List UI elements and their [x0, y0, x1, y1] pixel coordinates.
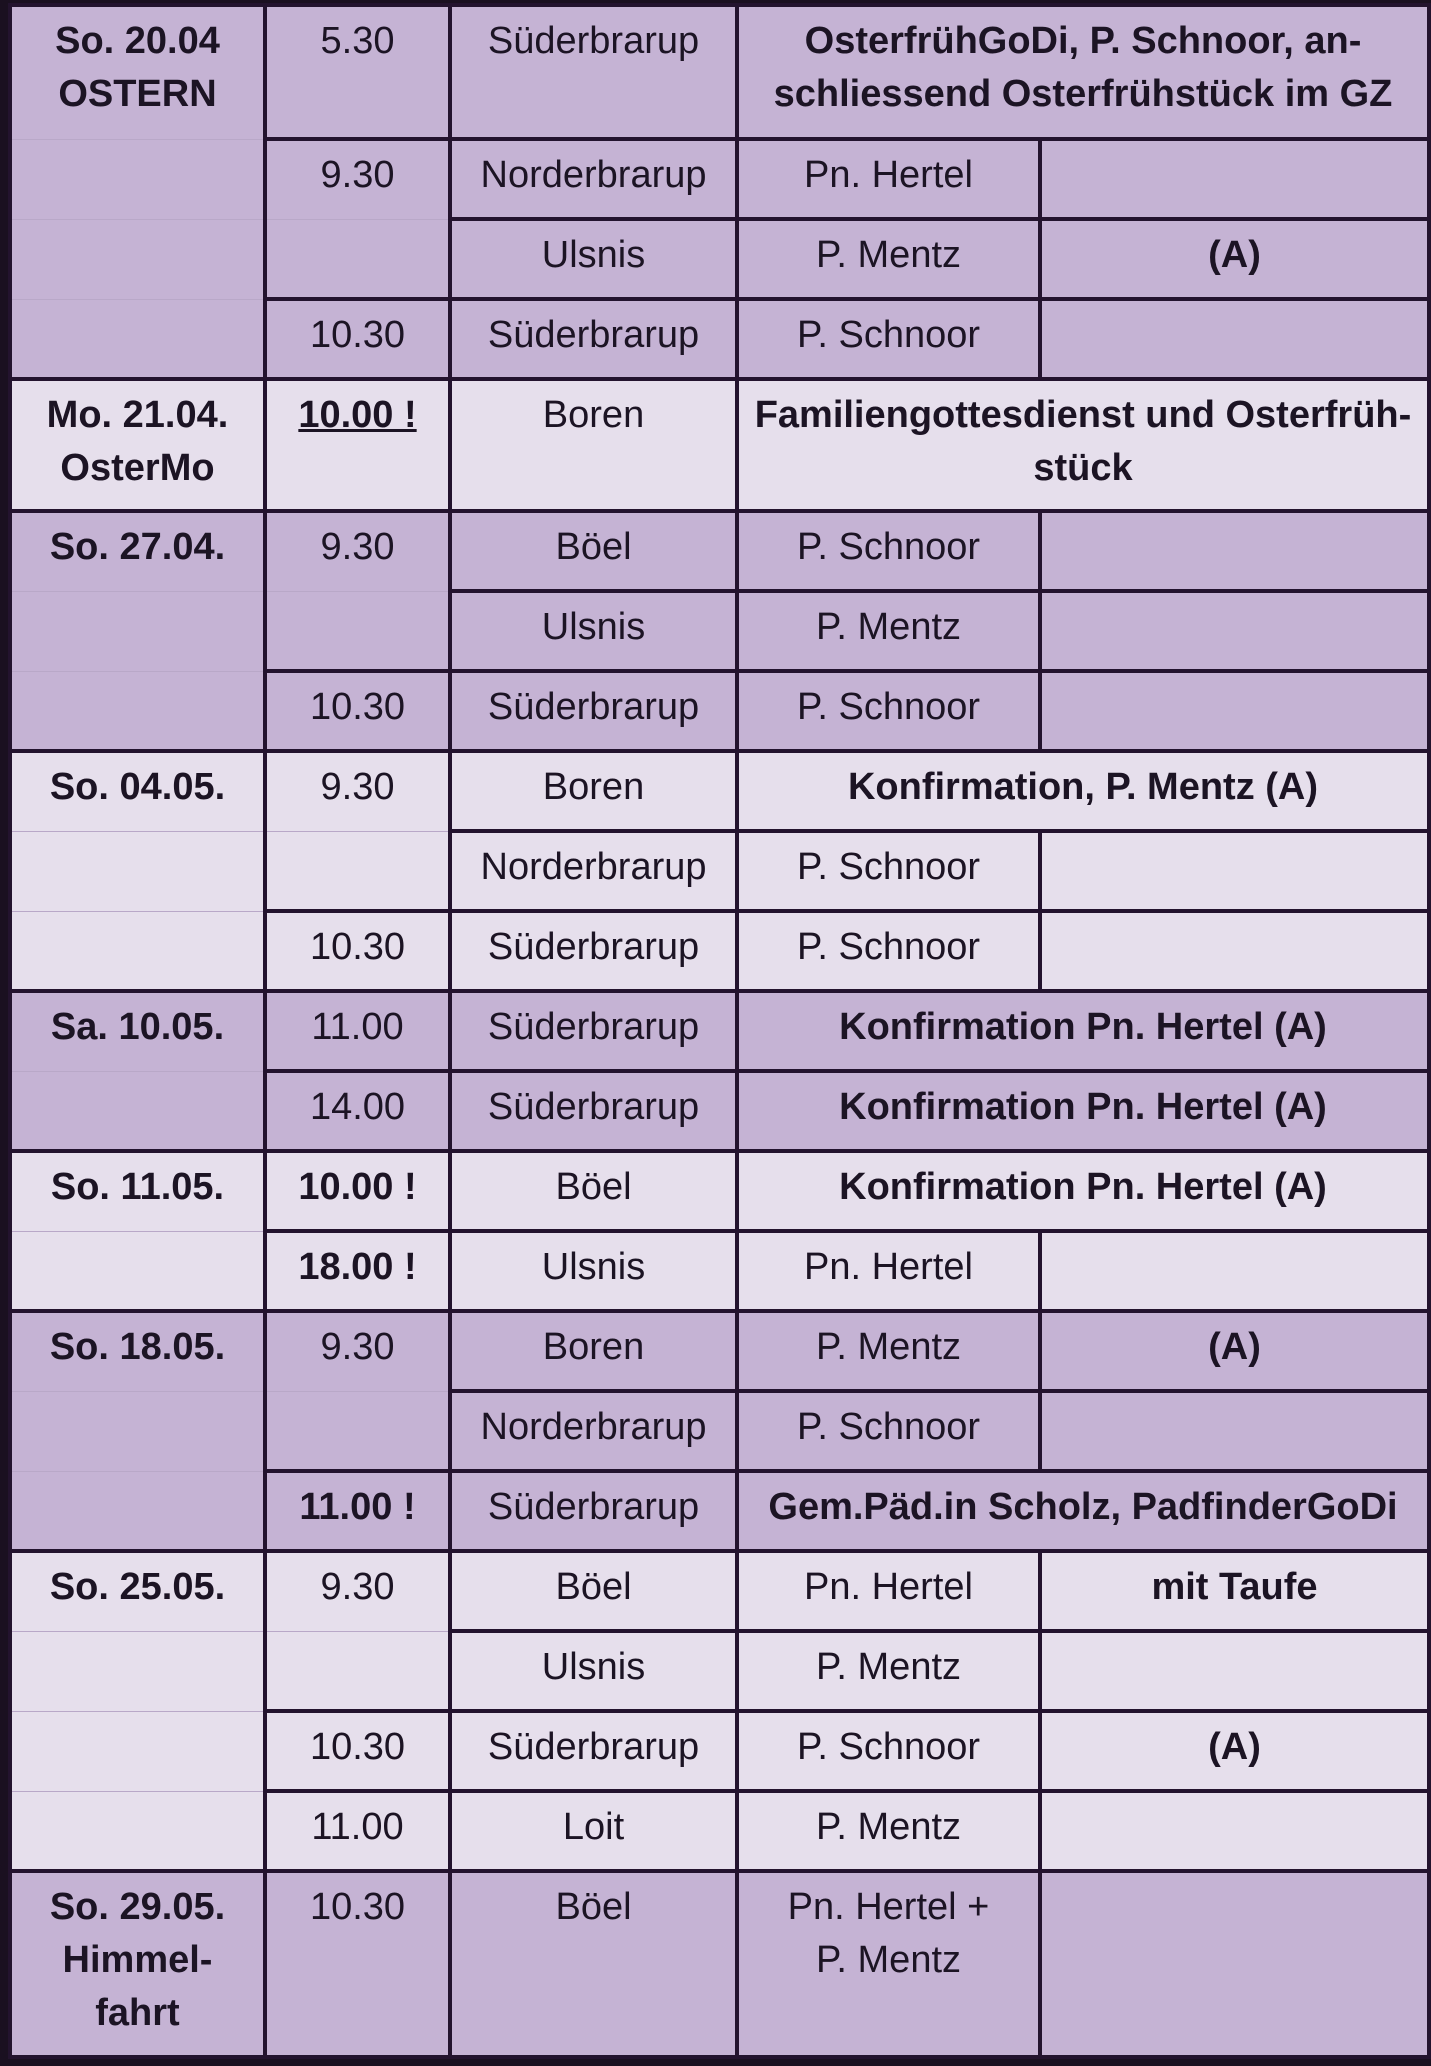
date-cell: So. 29.05. Himmel- fahrt: [10, 1871, 265, 2057]
date-cell: So. 04.05.: [10, 751, 265, 831]
time-cell: 5.30: [265, 5, 450, 139]
time-cell: 9.30: [265, 1311, 450, 1391]
table-row: [10, 1551, 1429, 1631]
place-cell: Süderbrarup: [450, 1711, 737, 1791]
date-cell: [10, 219, 265, 299]
table-row: [10, 5, 1429, 139]
table-row: [10, 1471, 1429, 1551]
person-cell: P. Mentz: [737, 591, 1040, 671]
place-cell: Süderbrarup: [450, 911, 737, 991]
date-cell: So. 11.05.: [10, 1151, 265, 1231]
date-cell: [10, 671, 265, 751]
table-row: [10, 1391, 1429, 1471]
place-cell: Boren: [450, 751, 737, 831]
date-cell: So. 18.05.: [10, 1311, 265, 1391]
table-row: [10, 831, 1429, 911]
person-cell: Pn. Hertel: [737, 1231, 1040, 1311]
time-cell: [265, 591, 450, 671]
table-row: [10, 139, 1429, 219]
table-row: [10, 1231, 1429, 1311]
place-cell: Ulsnis: [450, 591, 737, 671]
note-cell: [1040, 1631, 1429, 1711]
place-cell: Süderbrarup: [450, 5, 737, 139]
time-cell: 18.00 !: [265, 1231, 450, 1311]
person-cell: P. Mentz: [737, 1311, 1040, 1391]
person-cell: P. Mentz: [737, 1631, 1040, 1711]
place-cell: Böel: [450, 1551, 737, 1631]
date-cell: [10, 591, 265, 671]
time-cell: [265, 1391, 450, 1471]
person-cell: P. Schnoor: [737, 911, 1040, 991]
person-cell: Pn. Hertel: [737, 139, 1040, 219]
time-cell: 9.30: [265, 139, 450, 219]
time-cell: 9.30: [265, 751, 450, 831]
date-cell: So. 25.05.: [10, 1551, 265, 1631]
person-cell: Familiengottesdienst und Osterfrüh- stück: [737, 379, 1429, 511]
note-cell: [1040, 1391, 1429, 1471]
table-row: [10, 219, 1429, 299]
table-row: [10, 1071, 1429, 1151]
note-cell: [1040, 911, 1429, 991]
date-cell: [10, 831, 265, 911]
table-row: [10, 1631, 1429, 1711]
date-cell: So. 20.04 OSTERN: [10, 5, 265, 139]
place-cell: Ulsnis: [450, 219, 737, 299]
person-cell: P. Schnoor: [737, 671, 1040, 751]
table-row: [10, 1791, 1429, 1871]
time-cell: 11.00: [265, 991, 450, 1071]
place-cell: Böel: [450, 1871, 737, 2057]
date-cell: [10, 139, 265, 219]
place-cell: Süderbrarup: [450, 991, 737, 1071]
table-row: [10, 751, 1429, 831]
place-cell: Norderbrarup: [450, 139, 737, 219]
person-cell: Konfirmation Pn. Hertel (A): [737, 991, 1429, 1071]
time-cell: [265, 1631, 450, 1711]
time-cell: 10.00 !: [265, 379, 450, 511]
note-cell: (A): [1040, 1311, 1429, 1391]
table-row: [10, 591, 1429, 671]
note-cell: [1040, 1791, 1429, 1871]
person-cell: Konfirmation, P. Mentz (A): [737, 751, 1429, 831]
note-cell: (A): [1040, 1711, 1429, 1791]
table-row: [10, 911, 1429, 991]
time-cell: 10.30: [265, 1871, 450, 2057]
person-cell: P. Schnoor: [737, 831, 1040, 911]
time-cell: [265, 219, 450, 299]
date-cell: So. 27.04.: [10, 511, 265, 591]
person-cell: P. Schnoor: [737, 511, 1040, 591]
time-cell: 10.00 !: [265, 1151, 450, 1231]
date-cell: [10, 1711, 265, 1791]
note-cell: [1040, 591, 1429, 671]
date-cell: Mo. 21.04. OsterMo: [10, 379, 265, 511]
person-cell: Konfirmation Pn. Hertel (A): [737, 1071, 1429, 1151]
person-cell: P. Schnoor: [737, 1391, 1040, 1471]
person-cell: P. Mentz: [737, 219, 1040, 299]
note-cell: [1040, 831, 1429, 911]
time-cell: 9.30: [265, 1551, 450, 1631]
person-cell: P. Mentz: [737, 1791, 1040, 1871]
place-cell: Norderbrarup: [450, 831, 737, 911]
person-cell: Gem.Päd.in Scholz, PadfinderGoDi: [737, 1471, 1429, 1551]
date-cell: [10, 1631, 265, 1711]
place-cell: Süderbrarup: [450, 1071, 737, 1151]
place-cell: Loit: [450, 1791, 737, 1871]
date-cell: [10, 1231, 265, 1311]
date-cell: [10, 1391, 265, 1471]
time-cell: 10.30: [265, 1711, 450, 1791]
time-cell: 9.30: [265, 511, 450, 591]
table-row: [10, 299, 1429, 379]
note-cell: mit Taufe: [1040, 1551, 1429, 1631]
table-row: [10, 1871, 1429, 2057]
place-cell: Ulsnis: [450, 1631, 737, 1711]
note-cell: (A): [1040, 219, 1429, 299]
place-cell: Süderbrarup: [450, 671, 737, 751]
person-cell: Pn. Hertel: [737, 1551, 1040, 1631]
time-cell: 10.30: [265, 671, 450, 751]
place-cell: Norderbrarup: [450, 1391, 737, 1471]
note-cell: [1040, 671, 1429, 751]
person-cell: OsterfrühGoDi, P. Schnoor, an- schliessend Osterfrühstück im GZ: [737, 5, 1429, 139]
note-cell: [1040, 1871, 1429, 2057]
table-row: [10, 1711, 1429, 1791]
date-cell: [10, 911, 265, 991]
time-cell: 11.00 !: [265, 1471, 450, 1551]
place-cell: Süderbrarup: [450, 299, 737, 379]
time-cell: 11.00: [265, 1791, 450, 1871]
table-row: [10, 991, 1429, 1071]
note-cell: [1040, 1231, 1429, 1311]
date-cell: [10, 1471, 265, 1551]
time-cell: 10.30: [265, 299, 450, 379]
date-cell: [10, 1791, 265, 1871]
place-cell: Böel: [450, 511, 737, 591]
table-row: [10, 511, 1429, 591]
place-cell: Süderbrarup: [450, 1471, 737, 1551]
worship-schedule-table: [8, 3, 1431, 2059]
place-cell: Boren: [450, 1311, 737, 1391]
time-cell: 14.00: [265, 1071, 450, 1151]
time-cell: [265, 831, 450, 911]
note-cell: [1040, 299, 1429, 379]
note-cell: [1040, 139, 1429, 219]
date-cell: [10, 1071, 265, 1151]
person-cell: Pn. Hertel + P. Mentz: [737, 1871, 1040, 2057]
person-cell: P. Schnoor: [737, 299, 1040, 379]
table-row: [10, 671, 1429, 751]
place-cell: Ulsnis: [450, 1231, 737, 1311]
table-row: [10, 1151, 1429, 1231]
place-cell: Böel: [450, 1151, 737, 1231]
place-cell: Boren: [450, 379, 737, 511]
table-row: [10, 379, 1429, 511]
time-cell: 10.30: [265, 911, 450, 991]
note-cell: [1040, 511, 1429, 591]
date-cell: [10, 299, 265, 379]
table-row: [10, 1311, 1429, 1391]
person-cell: P. Schnoor: [737, 1711, 1040, 1791]
person-cell: Konfirmation Pn. Hertel (A): [737, 1151, 1429, 1231]
date-cell: Sa. 10.05.: [10, 991, 265, 1071]
